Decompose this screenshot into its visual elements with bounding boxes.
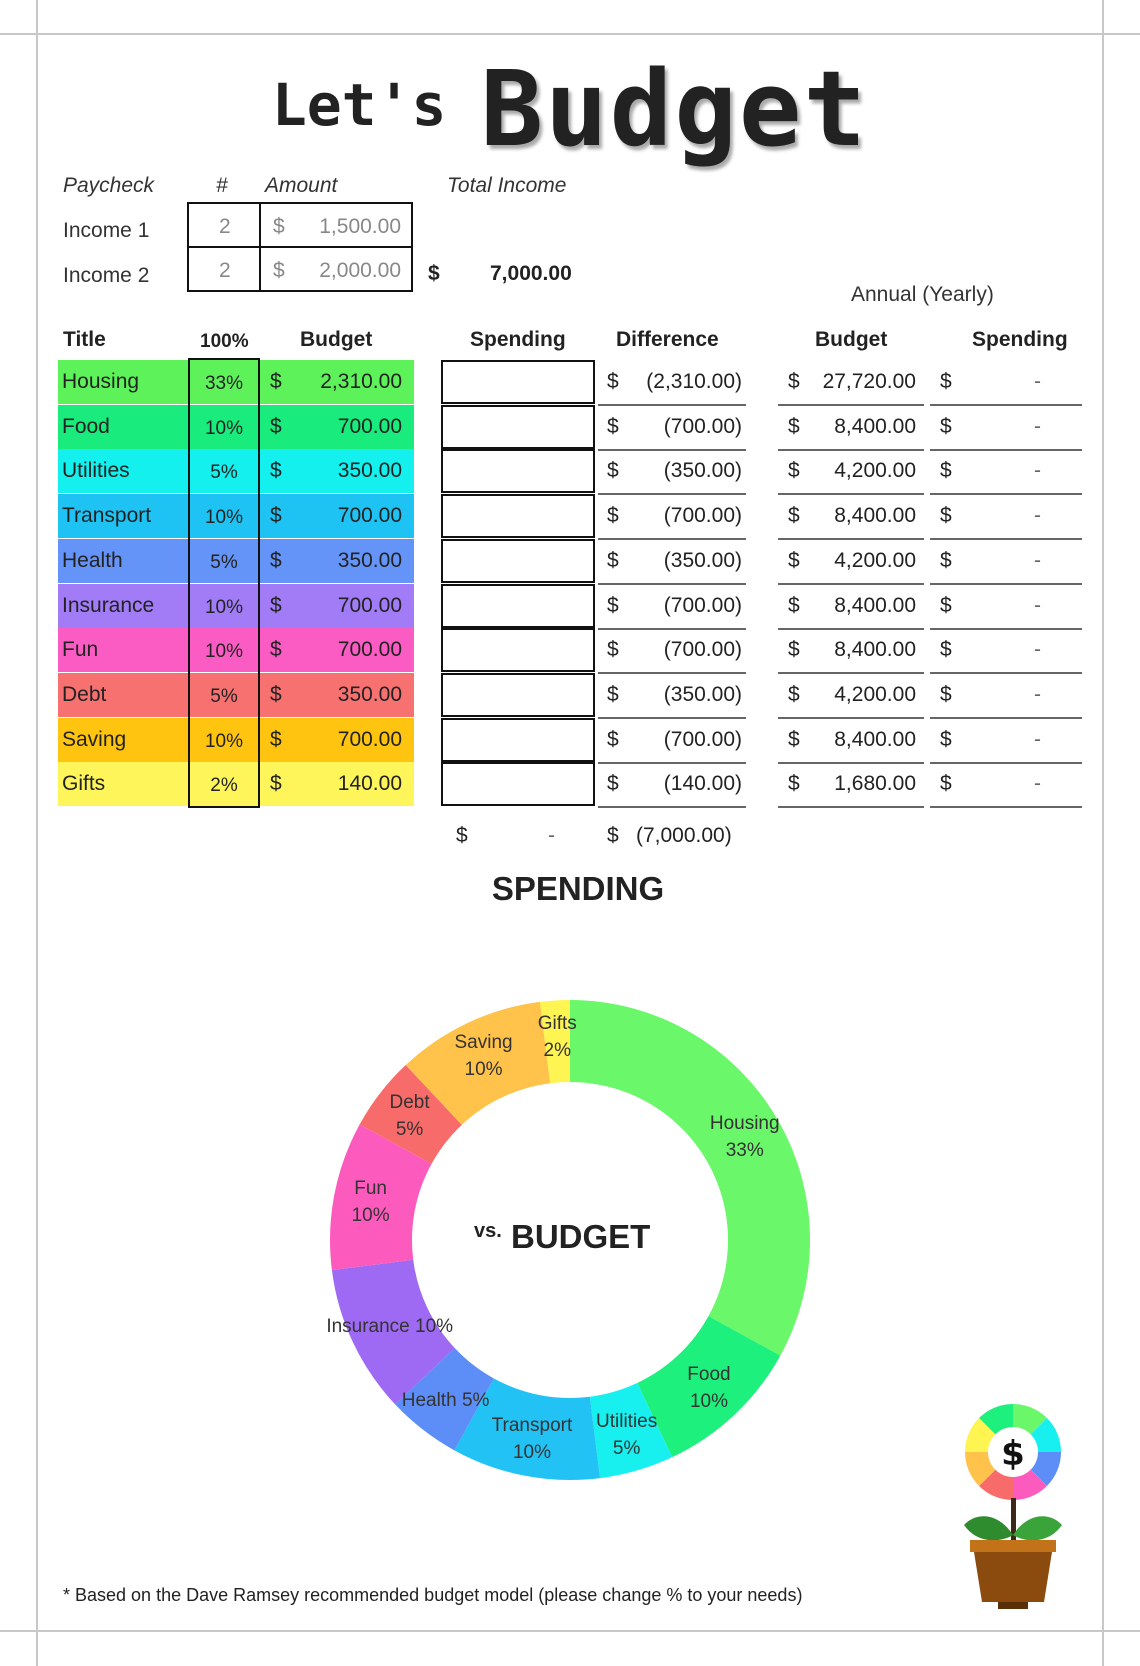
category-title: Food [62, 415, 110, 438]
donut-label-gifts [497, 1010, 617, 1064]
category-pct[interactable]: 10% [204, 418, 244, 439]
budget-currency: $ [270, 370, 282, 393]
annual-spending-currency: $ [940, 772, 952, 795]
category-budget: 350.00 [337, 459, 402, 482]
donut-label-category: Transport [491, 1415, 573, 1437]
chart-center-vs: vs. [474, 1220, 502, 1242]
annual-budget-currency: $ [788, 728, 800, 751]
donut-label-category: Gifts [537, 1013, 577, 1035]
difference-currency: $ [607, 638, 619, 661]
category-budget: 700.00 [337, 638, 402, 661]
category-budget: 350.00 [337, 549, 402, 572]
category-title: Gifts [62, 772, 106, 795]
total-income-value: 7,000.00 [490, 262, 572, 285]
category-pct[interactable]: 2% [210, 775, 238, 796]
budget-col-header: Budget [300, 328, 373, 351]
income-2-currency: $ [273, 259, 285, 282]
annual-budget-currency: $ [788, 370, 800, 393]
donut-label-value: 10% [464, 1059, 503, 1081]
category-pct[interactable]: 10% [204, 507, 244, 528]
difference-currency: $ [607, 772, 619, 795]
donut-label-category: Housing [709, 1112, 780, 1134]
donut-label-category: Saving [454, 1032, 513, 1054]
donut-label-transport [472, 1412, 592, 1466]
chart-center-budget: BUDGET [511, 1218, 651, 1255]
donut-label-health [386, 1387, 506, 1414]
annual-budget-currency: $ [788, 415, 800, 438]
annual-budget: 1,680.00 [834, 772, 916, 795]
donut-label-category: Debt [389, 1091, 430, 1113]
category-title: Insurance [62, 594, 155, 617]
paycheck-header: Paycheck [63, 174, 155, 197]
difference-currency: $ [607, 459, 619, 482]
footnote: * Based on the Dave Ramsey recommended budget model (please change % to your needs) [63, 1585, 803, 1605]
category-budget: 2,310.00 [320, 370, 402, 393]
donut-label-fun [311, 1175, 431, 1229]
budget-currency: $ [270, 638, 282, 661]
annual-spending: - [1034, 594, 1041, 617]
donut-label-value: 10% [512, 1442, 551, 1464]
category-title: Debt [62, 683, 107, 706]
annual-spending: - [1034, 549, 1041, 572]
annual-spending: - [1034, 370, 1041, 393]
budget-currency: $ [270, 459, 282, 482]
budget-currency: $ [270, 683, 282, 706]
category-difference: (350.00) [663, 549, 742, 572]
annual-spending-currency: $ [940, 504, 952, 527]
annual-spending: - [1034, 772, 1041, 795]
total-difference-value: (7,000.00) [636, 824, 732, 847]
difference-currency: $ [607, 594, 619, 617]
category-budget: 700.00 [337, 415, 402, 438]
annual-spending: - [1034, 415, 1041, 438]
category-title: Health [62, 549, 123, 572]
amount-header: Amount [265, 174, 338, 197]
title-col-header: Title [63, 328, 106, 351]
count-header: # [216, 174, 228, 197]
annual-budget: 8,400.00 [834, 504, 916, 527]
donut-label-food [649, 1361, 769, 1415]
budget-currency: $ [270, 415, 282, 438]
donut-label-category: Health [401, 1390, 457, 1412]
category-pct[interactable]: 10% [204, 597, 244, 618]
difference-currency: $ [607, 370, 619, 393]
annual-budget: 8,400.00 [834, 728, 916, 751]
annual-spending: - [1034, 728, 1041, 751]
annual-budget-currency: $ [788, 683, 800, 706]
annual-budget: 4,200.00 [834, 683, 916, 706]
donut-label-category: Insurance [326, 1316, 410, 1338]
donut-label-value: 10% [689, 1390, 728, 1412]
annual-spending: - [1034, 504, 1041, 527]
annual-spending-currency: $ [940, 683, 952, 706]
annual-spending-currency: $ [940, 549, 952, 572]
annual-budget: 8,400.00 [834, 594, 916, 617]
difference-currency: $ [607, 415, 619, 438]
budget-currency: $ [270, 549, 282, 572]
annual-budget-currency: $ [788, 594, 800, 617]
annual-budget-currency: $ [788, 638, 800, 661]
income-1-currency: $ [273, 215, 285, 238]
annual-spending-col-header: Spending [972, 328, 1068, 351]
spending-col-header: Spending [470, 328, 566, 351]
category-difference: (700.00) [663, 728, 742, 751]
income-2-count: 2 [219, 259, 231, 282]
category-budget: 350.00 [337, 683, 402, 706]
annual-spending-currency: $ [940, 415, 952, 438]
income-2-amount: 2,000.00 [319, 259, 401, 282]
chart-title-spending: SPENDING [491, 870, 665, 907]
money-plant-logo [958, 1400, 1068, 1615]
difference-currency: $ [607, 683, 619, 706]
category-pct[interactable]: 10% [204, 641, 244, 662]
category-title: Fun [62, 638, 99, 661]
income-2-label: Income 2 [63, 264, 150, 287]
category-difference: (700.00) [663, 415, 742, 438]
income-1-count: 2 [219, 215, 231, 238]
budget-currency: $ [270, 504, 282, 527]
category-difference: (700.00) [663, 594, 742, 617]
annual-budget: 4,200.00 [834, 459, 916, 482]
total-difference-currency: $ [607, 824, 619, 847]
category-difference: (700.00) [663, 638, 742, 661]
total-income-header: Total Income [447, 174, 567, 197]
annual-budget: 27,720.00 [822, 370, 916, 393]
category-budget: 140.00 [337, 772, 402, 795]
annual-budget-currency: $ [788, 504, 800, 527]
category-title: Utilities [62, 459, 130, 482]
annual-budget-currency: $ [788, 549, 800, 572]
category-pct[interactable]: 5% [210, 686, 238, 707]
income-1-label: Income 1 [63, 219, 150, 242]
category-pct[interactable]: 5% [210, 552, 238, 573]
category-title: Housing [62, 370, 140, 393]
category-budget: 700.00 [337, 504, 402, 527]
total-spending-value: - [548, 824, 555, 847]
title-lets: Let's [271, 71, 447, 139]
annual-spending-currency: $ [940, 459, 952, 482]
total-income-currency: $ [428, 262, 440, 285]
annual-spending-currency: $ [940, 638, 952, 661]
budget-currency: $ [270, 594, 282, 617]
pct-col-header: 100% [200, 331, 249, 352]
donut-label-value: 2% [543, 1040, 571, 1062]
annual-budget: 8,400.00 [834, 638, 916, 661]
donut-label-category: Fun [354, 1177, 387, 1199]
category-budget: 700.00 [337, 594, 402, 617]
annual-budget-currency: $ [788, 772, 800, 795]
annual-label: Annual (Yearly) [851, 283, 994, 306]
donut-label-housing [685, 1110, 805, 1164]
title-budget: Budget [480, 48, 869, 170]
annual-budget-col-header: Budget [815, 328, 888, 351]
donut-label-debt [350, 1089, 470, 1143]
logo-dollar-sign: $ [1001, 1434, 1025, 1474]
category-pct[interactable]: 33% [204, 373, 244, 394]
category-title: Saving [62, 728, 127, 751]
category-pct[interactable]: 5% [210, 462, 238, 483]
annual-spending: - [1034, 459, 1041, 482]
category-budget: 700.00 [337, 728, 402, 751]
income-1-amount: 1,500.00 [319, 215, 401, 238]
budget-currency: $ [270, 728, 282, 751]
category-title: Transport [62, 504, 152, 527]
difference-currency: $ [607, 504, 619, 527]
difference-currency: $ [607, 549, 619, 572]
annual-spending-currency: $ [940, 370, 952, 393]
donut-label-category: Food [687, 1363, 731, 1385]
donut-label-value: 33% [725, 1139, 764, 1161]
category-difference: (140.00) [663, 772, 742, 795]
annual-spending-currency: $ [940, 728, 952, 751]
donut-label-value: 5% [612, 1437, 641, 1459]
annual-spending-currency: $ [940, 594, 952, 617]
annual-budget: 4,200.00 [834, 549, 916, 572]
donut-label-value: 10% [351, 1204, 390, 1226]
category-difference: (700.00) [663, 504, 742, 527]
total-spending-currency: $ [456, 824, 468, 847]
annual-budget-currency: $ [788, 459, 800, 482]
category-difference: (350.00) [663, 683, 742, 706]
donut-label-value: 5% [461, 1390, 490, 1412]
difference-currency: $ [607, 728, 619, 751]
category-pct[interactable]: 10% [204, 731, 244, 752]
donut-label-value: 10% [415, 1316, 454, 1338]
budget-currency: $ [270, 772, 282, 795]
annual-spending: - [1034, 638, 1041, 661]
annual-budget: 8,400.00 [834, 415, 916, 438]
category-difference: (2,310.00) [646, 370, 742, 393]
category-difference: (350.00) [663, 459, 742, 482]
difference-col-header: Difference [616, 328, 719, 351]
donut-label-value: 5% [395, 1118, 424, 1140]
donut-label-category: Utilities [596, 1410, 658, 1432]
annual-spending: - [1034, 683, 1041, 706]
donut-label-insurance [326, 1313, 454, 1340]
